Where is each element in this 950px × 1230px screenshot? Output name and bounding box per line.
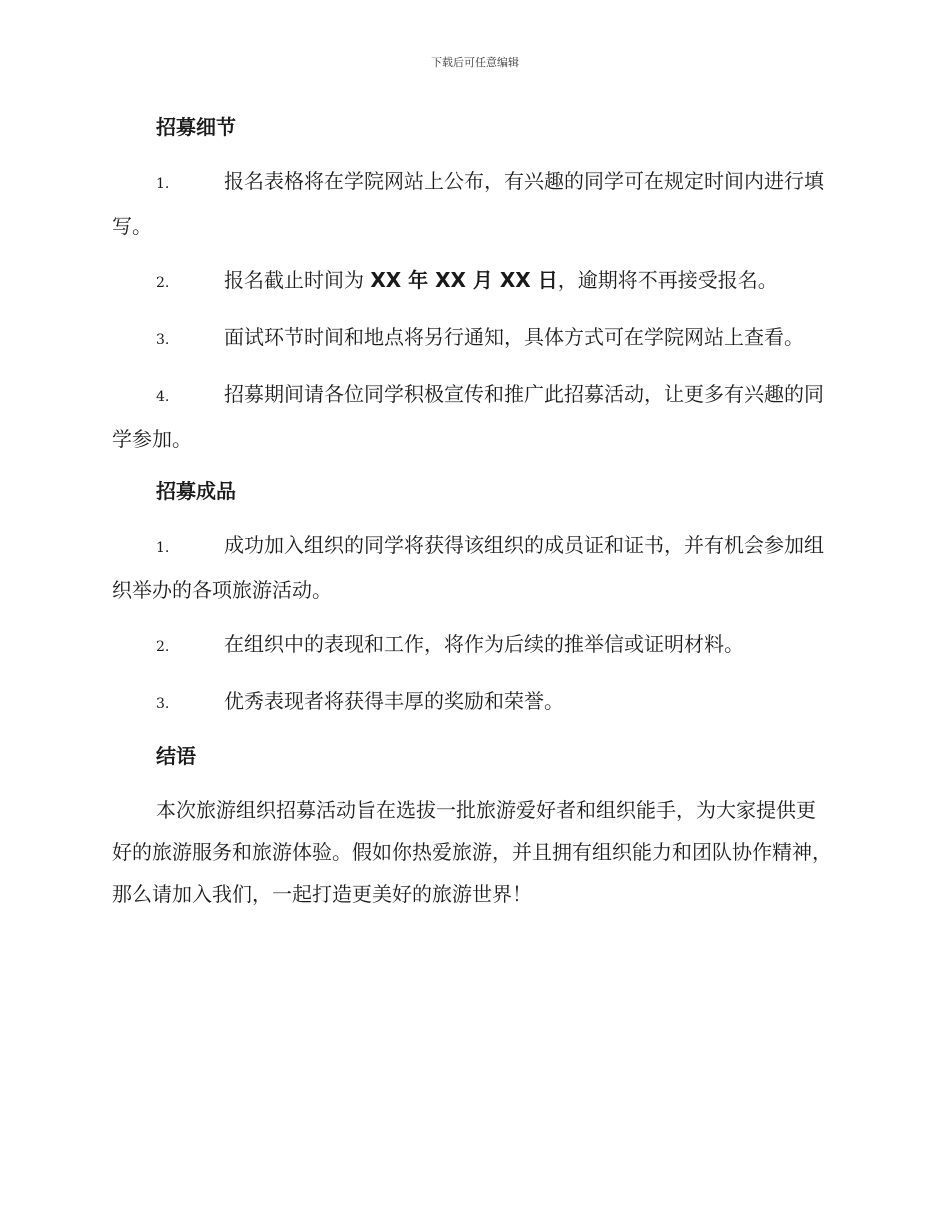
list-item-text: 招募期间请各位同学积极宣传和推广此招募活动，让更多有兴趣的同学参加。 bbox=[112, 382, 824, 451]
section-heading-recruitment-details: 招募细节 bbox=[156, 115, 236, 139]
list-item-text: 面试环节时间和地点将另行通知，具体方式可在学院网站上查看。 bbox=[224, 325, 804, 349]
list-item-text: 在组织中的表现和工作，将作为后续的推举信或证明材料。 bbox=[224, 632, 744, 656]
list-number: 1. bbox=[156, 540, 170, 556]
deadline-date: XX 年 XX 月 XX 日 bbox=[370, 268, 558, 292]
list-item-text: ，逾期将不再接受报名。 bbox=[557, 268, 778, 292]
list-number: 1. bbox=[156, 176, 170, 192]
list-number: 2. bbox=[156, 639, 170, 655]
list-item bbox=[112, 623, 834, 668]
list-item bbox=[112, 316, 834, 361]
list-item bbox=[112, 259, 834, 304]
page-header: 下载后可任意编辑 bbox=[431, 56, 519, 69]
section-heading-recruitment-outcomes: 招募成品 bbox=[156, 479, 236, 503]
list-number: 3. bbox=[156, 696, 170, 712]
list-number: 4. bbox=[156, 389, 170, 405]
list-item bbox=[112, 373, 834, 460]
list-item-text: 成功加入组织的同学将获得该组织的成员证和证书，并有机会参加组织举办的各项旅游活动。 bbox=[112, 533, 824, 602]
list-number: 3. bbox=[156, 332, 170, 348]
list-item-text: 报名表格将在学院网站上公布，有兴趣的同学可在规定时间内进行填写。 bbox=[112, 169, 824, 238]
list-item-text: 优秀表现者将获得丰厚的奖励和荣誉。 bbox=[224, 689, 564, 713]
list-item bbox=[112, 524, 834, 611]
list-item bbox=[112, 680, 834, 725]
section-heading-conclusion: 结语 bbox=[156, 744, 196, 768]
list-item-text: 报名截止时间为 bbox=[224, 268, 371, 292]
list-number: 2. bbox=[156, 275, 170, 291]
list-item bbox=[112, 160, 834, 247]
conclusion-paragraph: 本次旅游组织招募活动旨在选拔一批旅游爱好者和组织能手，为大家提供更好的旅游服务和旅游体验。假如你热爱旅游，并且拥有组织能力和团队协作精神，那么请加入我们，一起打造更美好的旅游世界！ bbox=[112, 798, 832, 906]
document-body bbox=[112, 108, 834, 915]
